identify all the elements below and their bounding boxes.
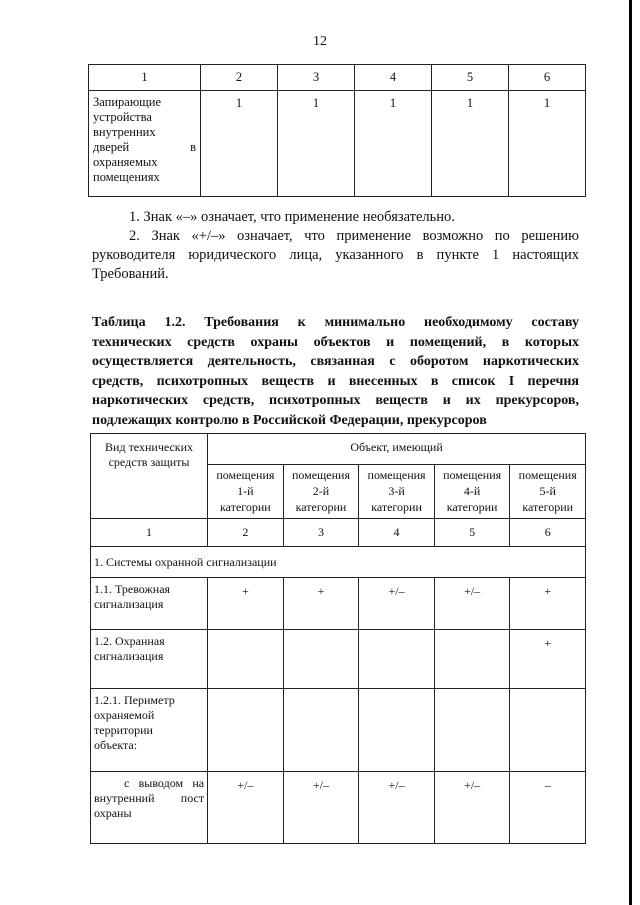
table-caption bbox=[92, 313, 579, 430]
column-number: 3 bbox=[283, 519, 359, 547]
section-title: 1. Системы охранной сигнализации bbox=[91, 547, 586, 578]
cell-value: 1 bbox=[509, 91, 586, 197]
label-line: в bbox=[190, 140, 196, 154]
cell-mark: + bbox=[283, 578, 359, 630]
column-number: 2 bbox=[201, 65, 278, 91]
cell-mark: +/– bbox=[283, 772, 359, 844]
label-line: помещениях bbox=[93, 170, 160, 184]
cat-line: помещения bbox=[518, 468, 577, 482]
label-line: Запирающие bbox=[93, 95, 162, 109]
label-line: с выводом на bbox=[124, 776, 205, 790]
cat-line: категории bbox=[371, 500, 422, 514]
row-label bbox=[91, 772, 208, 844]
table-row bbox=[89, 91, 586, 197]
label-line: 1.2. Охранная bbox=[94, 634, 165, 648]
cell-mark: + bbox=[208, 578, 284, 630]
row-label bbox=[89, 91, 201, 197]
table-header-row bbox=[89, 65, 586, 91]
category-header bbox=[434, 465, 510, 519]
cell-value: 1 bbox=[278, 91, 355, 197]
cat-line: помещения bbox=[367, 468, 426, 482]
column-number: 6 bbox=[509, 65, 586, 91]
category-header bbox=[283, 465, 359, 519]
note-2-line: 2. Знак «+/–» означает, что применение возможно по решению bbox=[129, 228, 579, 244]
cat-line: категории bbox=[446, 500, 498, 514]
table-header-row bbox=[91, 434, 586, 465]
section-row bbox=[91, 547, 586, 578]
column-number: 6 bbox=[510, 519, 586, 547]
cat-line: 5-й bbox=[539, 484, 556, 498]
label-line: охраны bbox=[94, 806, 132, 820]
cell-value: 1 bbox=[355, 91, 432, 197]
column-number: 5 bbox=[434, 519, 510, 547]
notes bbox=[92, 208, 579, 284]
label-line: охраняемой bbox=[94, 708, 155, 722]
label-line: внутренний пост bbox=[94, 791, 205, 805]
label-line: сигнализация bbox=[94, 649, 164, 663]
category-header bbox=[359, 465, 435, 519]
label-line: 1.1. Тревожная bbox=[94, 582, 171, 596]
cell-mark: + bbox=[510, 578, 586, 630]
caption-line: технических средств охраны объектов и помещений, в которых bbox=[92, 334, 579, 350]
cat-line: 2-й bbox=[312, 484, 330, 498]
label-line: охраняемых bbox=[93, 155, 158, 169]
empty-cell bbox=[208, 689, 284, 772]
note-2-line: руководителя юридического лица, указанного в пункте 1 настоящих bbox=[92, 247, 579, 263]
column-number: 1 bbox=[91, 519, 208, 547]
label-line: территории bbox=[94, 723, 153, 737]
empty-cell bbox=[434, 689, 510, 772]
cat-line: 3-й bbox=[388, 484, 405, 498]
col-header-kind: Вид технических средств защиты bbox=[91, 434, 208, 519]
row-label bbox=[91, 630, 208, 689]
cat-line: помещения bbox=[443, 468, 502, 482]
empty-cell bbox=[283, 689, 359, 772]
column-number: 5 bbox=[432, 65, 509, 91]
empty-cell bbox=[510, 689, 586, 772]
table-row bbox=[91, 630, 586, 689]
column-number: 2 bbox=[208, 519, 284, 547]
table-row bbox=[91, 689, 586, 772]
cell-mark: +/– bbox=[359, 578, 435, 630]
cell-mark: +/– bbox=[434, 578, 510, 630]
cell-mark bbox=[434, 630, 510, 689]
cell-mark: – bbox=[510, 772, 586, 844]
cell-mark: +/– bbox=[359, 772, 435, 844]
label-line: дверей bbox=[93, 140, 130, 154]
cell-mark: +/– bbox=[434, 772, 510, 844]
label-line: внутренних bbox=[93, 125, 156, 139]
requirements-table bbox=[90, 433, 586, 844]
note-1: 1. Знак «–» означает, что применение необязательно. bbox=[129, 209, 455, 225]
empty-cell bbox=[359, 689, 435, 772]
column-number-row bbox=[91, 519, 586, 547]
row-label bbox=[91, 578, 208, 630]
cat-line: помещения bbox=[216, 468, 275, 482]
cell-mark bbox=[208, 630, 284, 689]
label-line: устройства bbox=[93, 110, 152, 124]
column-number: 4 bbox=[355, 65, 432, 91]
cat-line: 4-й bbox=[463, 484, 481, 498]
label-line: объекта: bbox=[94, 738, 138, 752]
caption-line: осуществляется деятельность, связанная с оборотом наркотических bbox=[92, 354, 579, 369]
category-header bbox=[208, 465, 284, 519]
cell-mark: + bbox=[510, 630, 586, 689]
cat-line: категории bbox=[295, 500, 347, 514]
cell-value: 1 bbox=[201, 91, 278, 197]
caption-line: подлежащих контролю в Российской Федерации, прекурсоров bbox=[92, 412, 487, 428]
label-line: сигнализация bbox=[94, 597, 164, 611]
continued-table bbox=[88, 64, 586, 197]
row-label bbox=[91, 689, 208, 772]
cell-value: 1 bbox=[432, 91, 509, 197]
table-row bbox=[91, 772, 586, 844]
caption-line: средств, психотропных веществ и внесенных в список I перечня bbox=[92, 373, 579, 389]
note-2-line: Требований. bbox=[92, 266, 169, 282]
cat-line: помещения bbox=[291, 468, 350, 482]
cat-line: категории bbox=[220, 500, 271, 514]
label-line: 1.2.1. Периметр bbox=[94, 693, 175, 707]
column-number: 3 bbox=[278, 65, 355, 91]
category-header bbox=[510, 465, 586, 519]
col-header-group: Объект, имеющий bbox=[208, 434, 586, 465]
cat-line: 1-й bbox=[237, 484, 254, 498]
caption-line: наркотических средств, психотропных веществ и их прекурсоров, bbox=[92, 393, 579, 408]
cell-mark: +/– bbox=[208, 772, 284, 844]
table-row bbox=[91, 578, 586, 630]
cell-mark bbox=[359, 630, 435, 689]
cell-mark bbox=[283, 630, 359, 689]
column-number: 1 bbox=[89, 65, 201, 91]
page-number: 12 bbox=[313, 34, 327, 49]
caption-line: Таблица 1.2. Требования к минимально необходимому составу bbox=[92, 315, 579, 330]
column-number: 4 bbox=[359, 519, 435, 547]
cat-line: категории bbox=[522, 500, 574, 514]
